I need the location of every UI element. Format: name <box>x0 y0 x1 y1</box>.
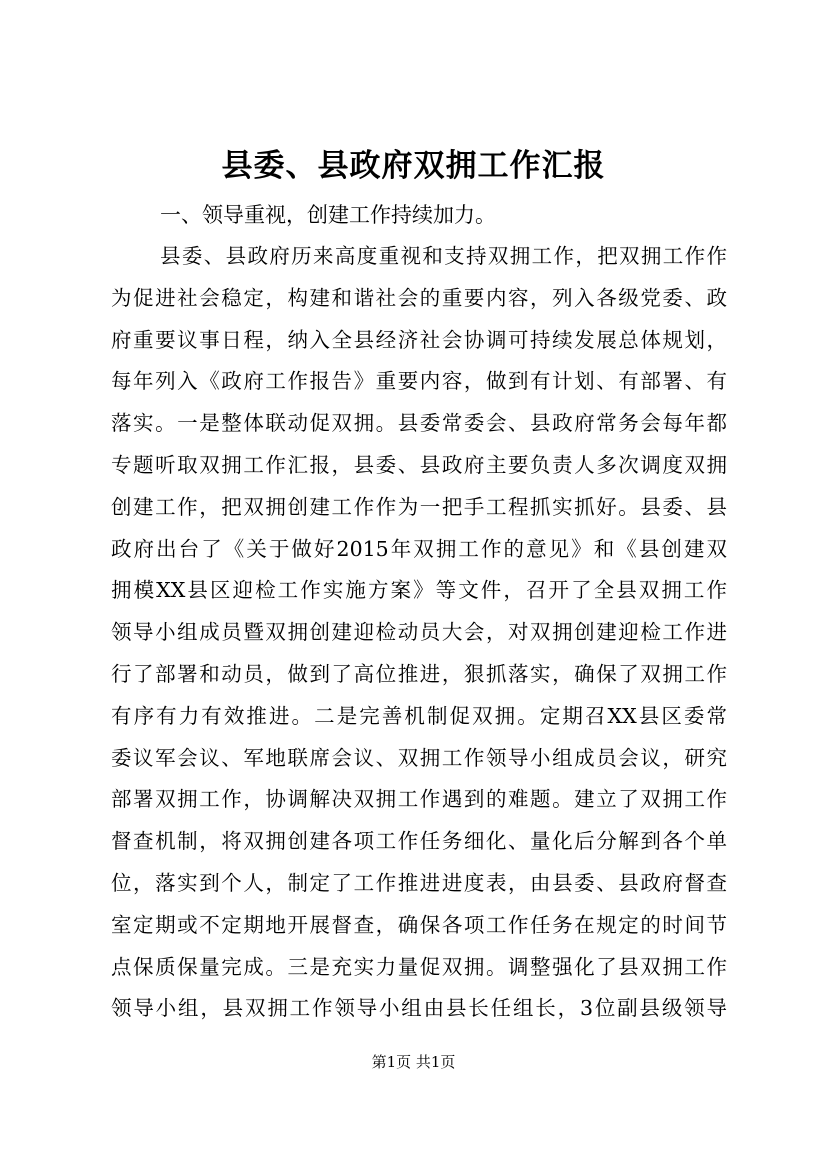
paragraph-line: 政府出台了《关于做好2015年双拥工作的意见》和《县创建双 <box>111 536 727 561</box>
paragraph-line: 位，落实到个人，制定了工作推进进度表，由县委、县政府督查 <box>111 870 727 895</box>
paragraph-line: 拥模XX县区迎检工作实施方案》等文件，召开了全县双拥工作 <box>111 578 727 603</box>
paragraph-line: 领导小组，县双拥工作领导小组由县长任组长，3位副县级领导 <box>111 996 727 1021</box>
paragraph-line: 创建工作，把双拥创建工作作为一把手工程抓实抓好。县委、县 <box>111 494 727 519</box>
paragraph-line: 领导小组成员暨双拥创建迎检动员大会，对双拥创建迎检工作进 <box>111 620 727 645</box>
paragraph-line: 专题听取双拥工作汇报，县委、县政府主要负责人多次调度双拥 <box>111 452 727 477</box>
paragraph-line: 落实。一是整体联动促双拥。县委常委会、县政府常务会每年都 <box>111 411 727 436</box>
section-heading: 一、领导重视，创建工作持续加力。 <box>160 203 496 227</box>
body-paragraph <box>111 241 727 1035</box>
document-title: 县委、县政府双拥工作汇报 <box>221 148 606 184</box>
paragraph-line: 每年列入《政府工作报告》重要内容，做到有计划、有部署、有 <box>111 369 727 394</box>
paragraph-line: 室定期或不定期地开展督查，确保各项工作任务在规定的时间节 <box>111 912 727 937</box>
paragraph-line: 府重要议事日程，纳入全县经济社会协调可持续发展总体规划， <box>111 327 727 352</box>
paragraph-line: 县委、县政府历来高度重视和支持双拥工作，把双拥工作作 <box>160 244 727 268</box>
paragraph-line: 行了部署和动员，做到了高位推进，狠抓落实，确保了双拥工作 <box>111 661 727 686</box>
paragraph-line: 部署双拥工作，协调解决双拥工作遇到的难题。建立了双拥工作 <box>111 787 727 812</box>
paragraph-line: 有序有力有效推进。二是完善机制促双拥。定期召XX县区委常 <box>111 703 727 728</box>
paragraph-line: 督查机制，将双拥创建各项工作任务细化、量化后分解到各个单 <box>111 829 727 854</box>
page-footer: 第1页 共1页 <box>371 1053 456 1071</box>
paragraph-line: 点保质保量完成。三是充实力量促双拥。调整强化了县双拥工作 <box>111 954 727 979</box>
paragraph-line: 为促进社会稳定，构建和谐社会的重要内容，列入各级党委、政 <box>111 285 727 310</box>
paragraph-line: 委议军会议、军地联席会议、双拥工作领导小组成员会议，研究 <box>111 745 727 770</box>
